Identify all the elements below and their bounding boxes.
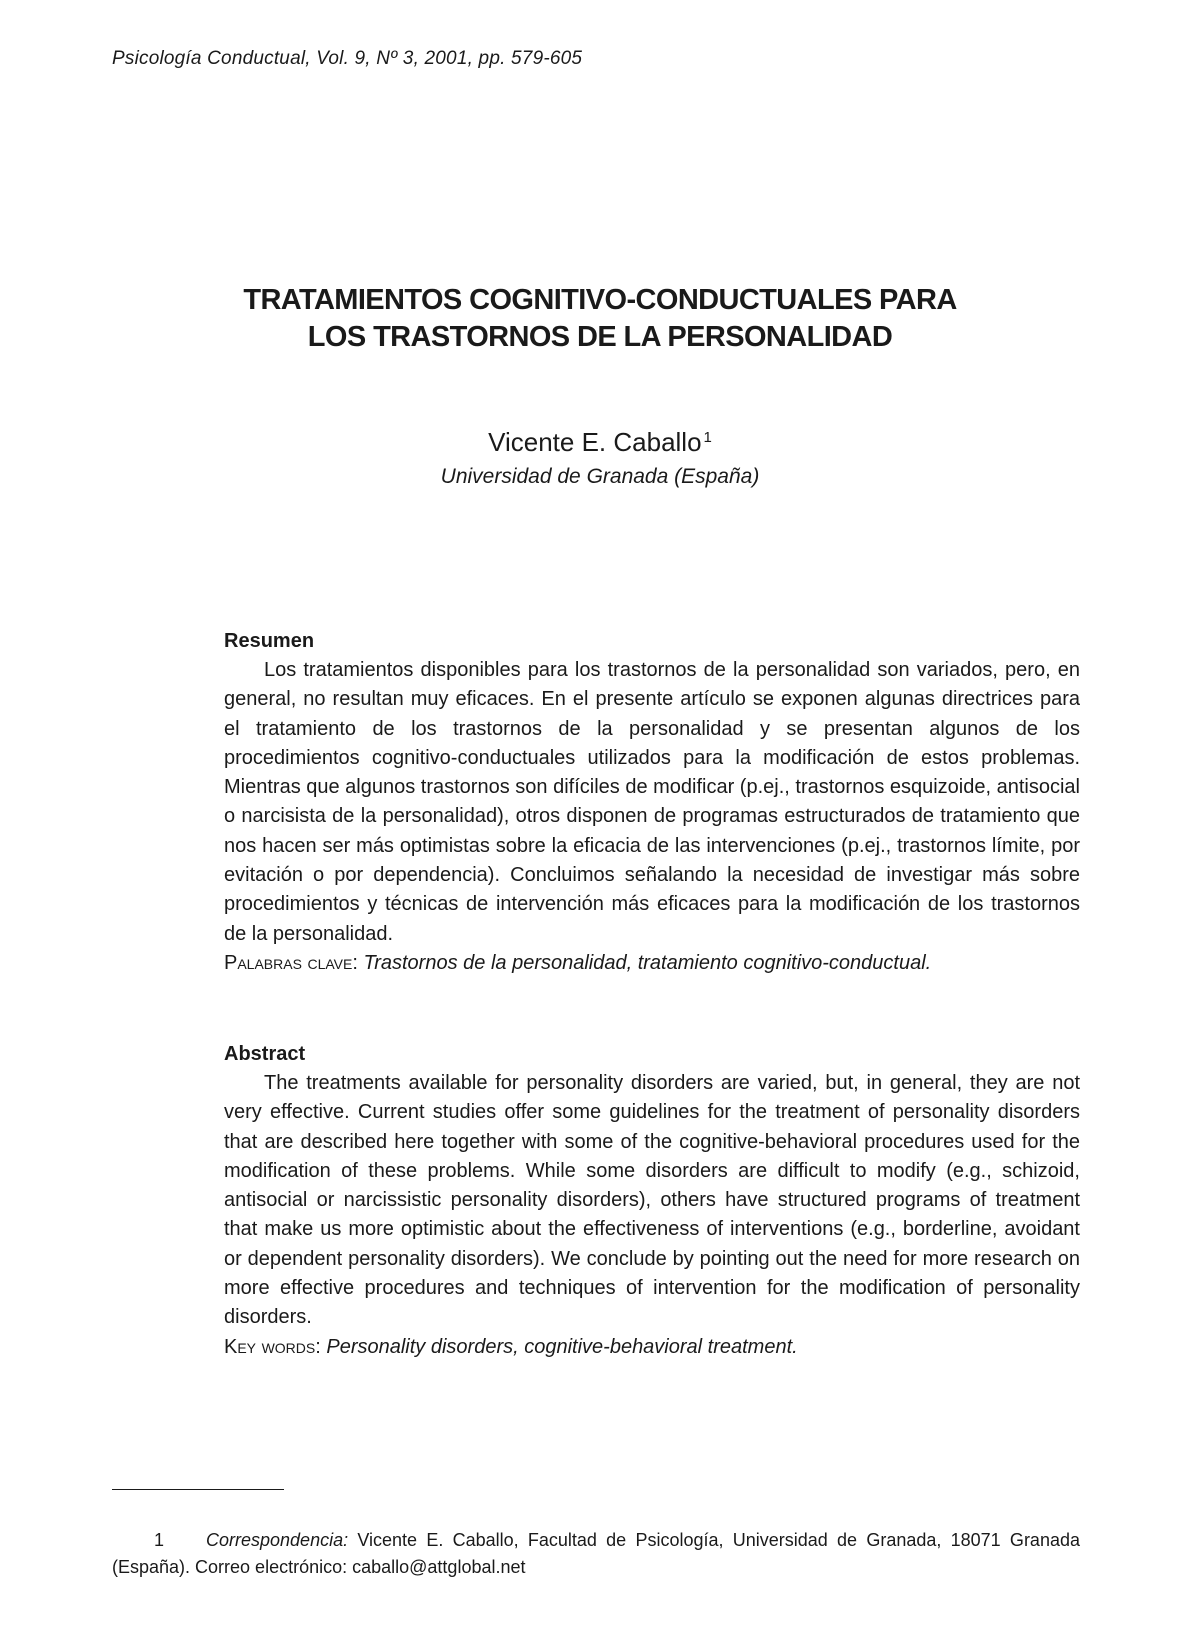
running-head: Psicología Conductual, Vol. 9, Nº 3, 2001, pp. 579-605	[112, 48, 583, 69]
abstract-section	[224, 1040, 1080, 1362]
abstract-body: The treatments available for personality disorders are varied, but, in general, they are not very effective. Current studies offer some guidelines for the treatment of personality disorders that are described here together with some of the cognitive-behavioral procedures used for the modification of these problems. While some disorders are difficult to modify (e.g., schizoid, antisocial or narcissistic personality disorders), others have structured programs of treatment that make us more optimistic about the effectiveness of interventions (e.g., borderline, avoidant or dependent personality disorders). We conclude by pointing out the need for more research on more effective procedures and techniques of intervention for the modification of personality disorders.	[224, 1072, 1080, 1329]
resumen-keywords-terms: Trastornos de la personalidad, tratamiento cognitivo-conductual.	[363, 951, 932, 974]
footnote	[112, 1527, 1080, 1581]
paper-title-line-1: TRATAMIENTOS COGNITIVO-CONDUCTUALES PARA	[243, 284, 957, 316]
abstract-keywords-label: Key words:	[224, 1335, 321, 1358]
resumen-keywords	[224, 949, 1080, 978]
author-name: Vicente E. Caballo	[488, 427, 702, 457]
abstract-keywords	[224, 1333, 1080, 1362]
resumen-keywords-label: Palabras clave:	[224, 951, 358, 974]
paper-title	[0, 282, 1200, 356]
author-affiliation: Universidad de Granada (España)	[440, 465, 760, 488]
footnote-number: 1	[154, 1530, 165, 1550]
resumen-section	[224, 627, 1080, 978]
paper-title-line-2: LOS TRASTORNOS DE LA PERSONALIDAD	[307, 321, 893, 353]
abstract-heading: Abstract	[224, 1043, 306, 1065]
resumen-body: Los tratamientos disponibles para los trastornos de la personalidad son variados, pero, en general, no resultan muy eficaces. En el presente artículo se exponen algunas directrices para el tratamiento de los trastornos de la personalidad y se presentan algunos de los procedimientos cognitivo-conductuales utilizados para la modificación de estos problemas. Mientras que algunos trastornos son difíciles de modificar (p.ej., trastornos esquizoide, antisocial o narcisista de la personalidad), otros disponen de programas estructurados de tratamiento que nos hacen ser más optimistas sobre la eficacia de las intervenciones (p.ej., trastornos límite, por evitación o por dependencia). Concluimos señalando la necesidad de investigar más sobre procedimientos y técnicas de intervención más eficaces para la modificación de los trastornos de la personalidad.	[224, 659, 1080, 945]
author-footnote-mark: 1	[703, 429, 712, 446]
author	[0, 427, 1200, 458]
abstract-keywords-terms: Personality disorders, cognitive-behavioral treatment.	[326, 1335, 798, 1358]
footnote-rule	[112, 1489, 284, 1490]
footnote-label: Correspondencia:	[206, 1530, 349, 1550]
footnote-text: Vicente E. Caballo, Facultad de Psicología, Universidad de Granada, 18071 Granada (España). Correo electrónico: caballo@attglobal.net	[112, 1530, 1080, 1577]
resumen-heading: Resumen	[224, 630, 315, 652]
